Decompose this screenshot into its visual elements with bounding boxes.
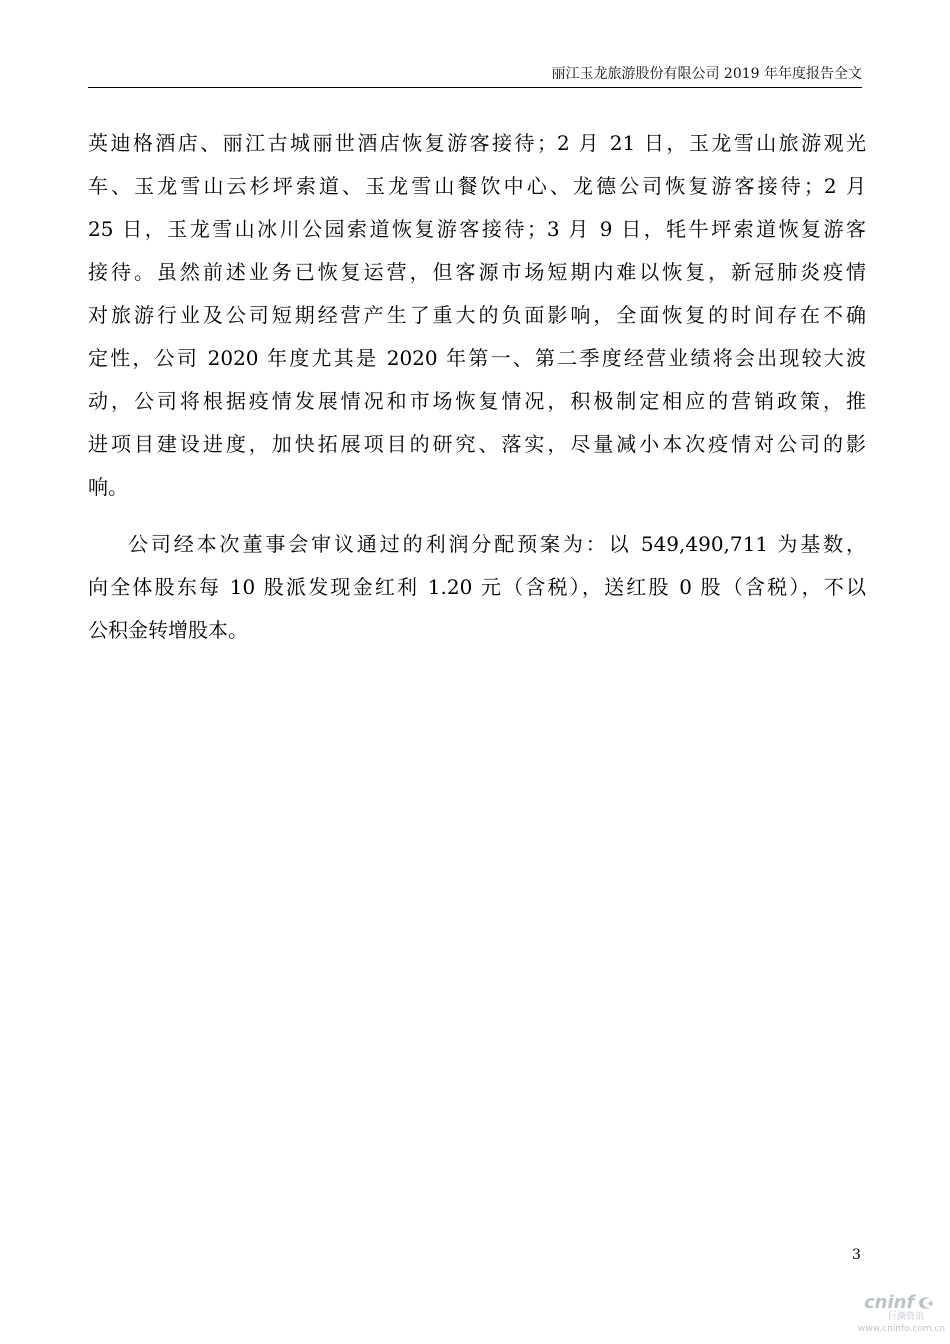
watermark-logo-text: cninf	[864, 1292, 915, 1313]
text-line: 定性，公司 2020 年度尤其是 2020 年第一、第二季度经营业绩将会出现较大波	[88, 346, 866, 370]
text-line: 公司经本次董事会审议通过的利润分配预案为：以 549,490,711 为基数，	[128, 532, 866, 556]
paragraph-1	[88, 122, 866, 509]
page-number: 3	[852, 1247, 861, 1263]
cninfo-swirl-icon	[916, 1294, 934, 1312]
cninfo-watermark	[858, 1292, 944, 1338]
text-line: 车、玉龙雪山云杉坪索道、玉龙雪山餐饮中心、龙德公司恢复游客接待；2 月	[88, 174, 866, 198]
watermark-subtitle: 巨潮资讯	[888, 1312, 925, 1322]
header-title: 丽江玉龙旅游股份有限公司 2019 年年度报告全文	[551, 66, 862, 82]
paragraph-2	[88, 523, 866, 652]
text-line: 25 日，玉龙雪山冰川公园索道恢复游客接待；3 月 9 日，牦牛坪索道恢复游客	[88, 217, 866, 241]
paragraph-spacer	[88, 509, 866, 523]
text-line: 响。	[88, 475, 128, 499]
watermark-url: www.cninfo.com.cn	[858, 1324, 946, 1334]
text-line: 进项目建设进度，加快拓展项目的研究、落实，尽量减小本次疫情对公司的影	[88, 432, 866, 456]
text-line: 对旅游行业及公司短期经营产生了重大的负面影响，全面恢复的时间存在不确	[88, 303, 866, 327]
report-body	[88, 122, 866, 652]
header-divider	[88, 87, 862, 88]
text-line: 动，公司将根据疫情发展情况和市场恢复情况，积极制定相应的营销政策，推	[88, 389, 866, 413]
text-line: 向全体股东每 10 股派发现金红利 1.20 元（含税），送红股 0 股（含税），不以	[88, 575, 866, 599]
text-line: 英迪格酒店、丽江古城丽世酒店恢复游客接待；2 月 21 日，玉龙雪山旅游观光	[88, 131, 866, 155]
text-line: 接待。虽然前述业务已恢复运营，但客源市场短期内难以恢复，新冠肺炎疫情	[88, 260, 866, 284]
text-line: 公积金转增股本。	[88, 618, 248, 642]
